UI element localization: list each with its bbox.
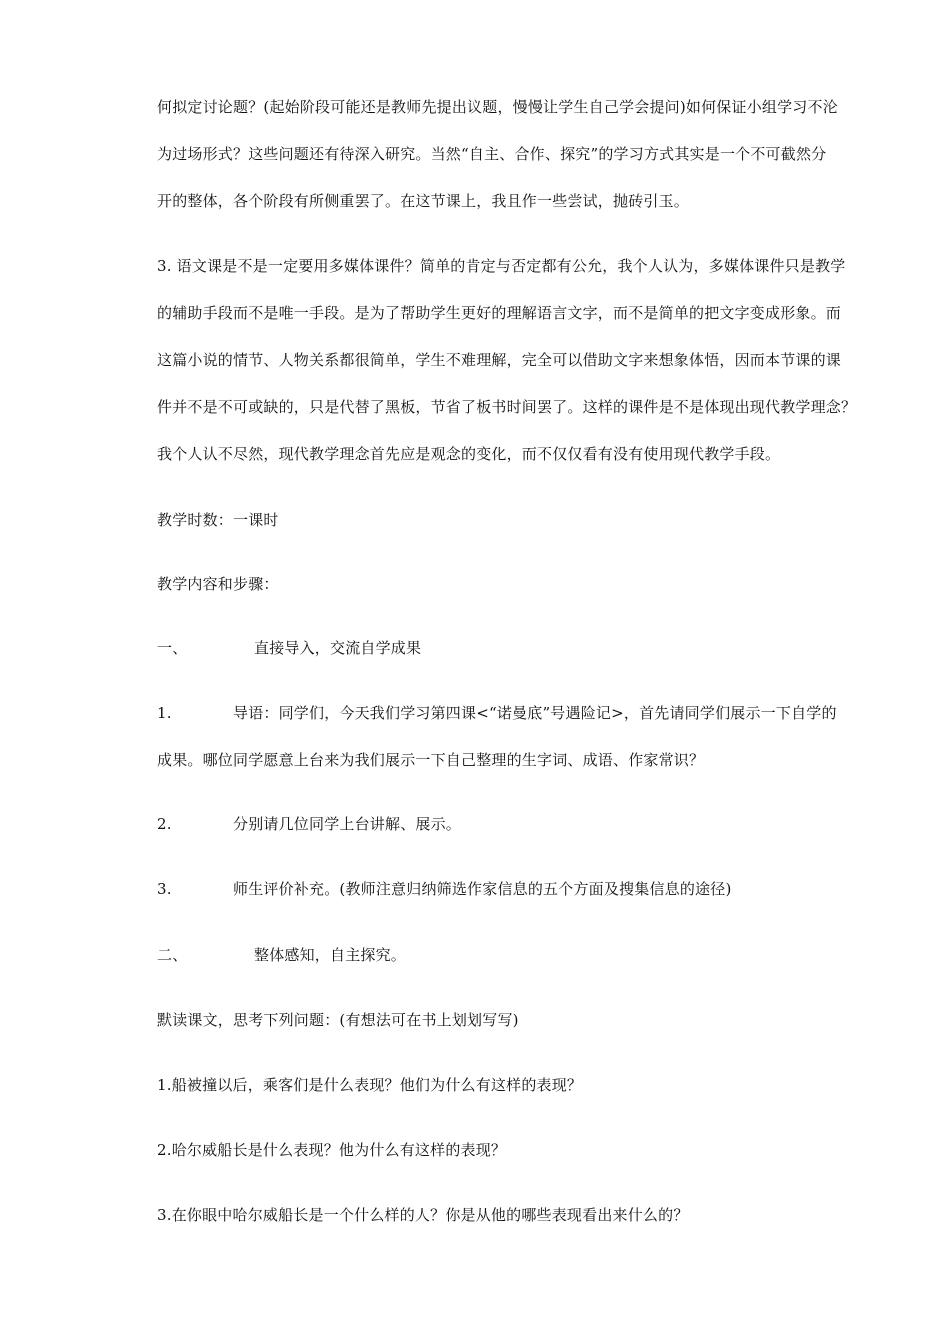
text-line: 1.船被撞以后，乘客们是什么表现？他们为什么有这样的表现？	[157, 1076, 583, 1094]
section1-heading	[157, 625, 897, 672]
item-text: 师生评价补充。(教师注意归纳筛选作家信息的五个方面及搜集信息的途径)	[233, 880, 732, 898]
text-line: 件并不是不可或缺的，只是代替了黑板，节省了板书时间罢了。这样的课件是不是体现出现代教学理念？	[157, 398, 857, 416]
text-line: 我个人认不尽然，现代教学理念首先应是观念的变化，而不仅仅看有没有使用现代教学手段。	[157, 445, 781, 463]
section-title: 直接导入，交流自学成果	[254, 639, 422, 657]
text-line: 教学内容和步骤：	[157, 575, 279, 593]
section1-item-2	[157, 801, 897, 848]
item-text: 成果。哪位同学愿意上台来为我们展示一下自己整理的生字词、成语、作家常识？	[157, 751, 705, 769]
question-3	[157, 1192, 897, 1239]
item-number: 1.	[157, 704, 172, 722]
text-line: 3.在你眼中哈尔威船长是一个什么样的人？你是从他的哪些表现看出来什么的？	[157, 1206, 689, 1224]
text-line: 这篇小说的情节、人物关系都很简单，学生不难理解，完全可以借助文字来想象体悟，因而本节课的课	[157, 351, 842, 369]
paragraph-multimedia	[157, 243, 897, 478]
paragraph-discussion	[157, 84, 897, 225]
section2-intro	[157, 997, 897, 1044]
question-1	[157, 1062, 897, 1109]
section-title: 整体感知，自主探究。	[254, 946, 407, 964]
text-line: 何拟定讨论题？(起始阶段可能还是教师先提出议题，慢慢让学生自己学会提问)如何保证小组学习不沦	[157, 98, 838, 116]
section-number: 二、	[157, 946, 188, 964]
section1-item-3	[157, 866, 897, 913]
text-line: 的辅助手段而不是唯一手段。是为了帮助学生更好的理解语言文字，而不是简单的把文字变成形象。而	[157, 304, 842, 322]
item-number: 3.	[157, 880, 172, 898]
section1-item-1	[157, 690, 897, 784]
section-number: 一、	[157, 639, 188, 657]
section2-heading	[157, 932, 897, 979]
question-2	[157, 1127, 897, 1174]
text-line: 教学时数：一课时	[157, 511, 279, 529]
text-line: 开的整体，各个阶段有所侧重罢了。在这节课上，我且作一些尝试，抛砖引玉。	[157, 192, 690, 210]
teaching-hours	[157, 497, 897, 544]
text-line: 2.哈尔威船长是什么表现？他为什么有这样的表现？	[157, 1141, 507, 1159]
text-line: 3. 语文课是不是一定要用多媒体课件？简单的肯定与否定都有公允，我个人认为，多媒体课件只是教学	[157, 257, 846, 275]
text-line: 为过场形式？这些问题还有待深入研究。当然“自主、合作、探究”的学习方式其实是一个不可截然分	[157, 145, 827, 163]
text-line: 默读课文，思考下列问题：(有想法可在书上划划写写)	[157, 1011, 519, 1029]
item-text: 分别请几位同学上台讲解、展示。	[233, 815, 462, 833]
item-text: 导语：同学们，今天我们学习第四课<“诺曼底”号遇险记>，首先请同学们展示一下自学的	[233, 704, 837, 722]
item-number: 2.	[157, 815, 172, 833]
content-heading	[157, 561, 897, 608]
